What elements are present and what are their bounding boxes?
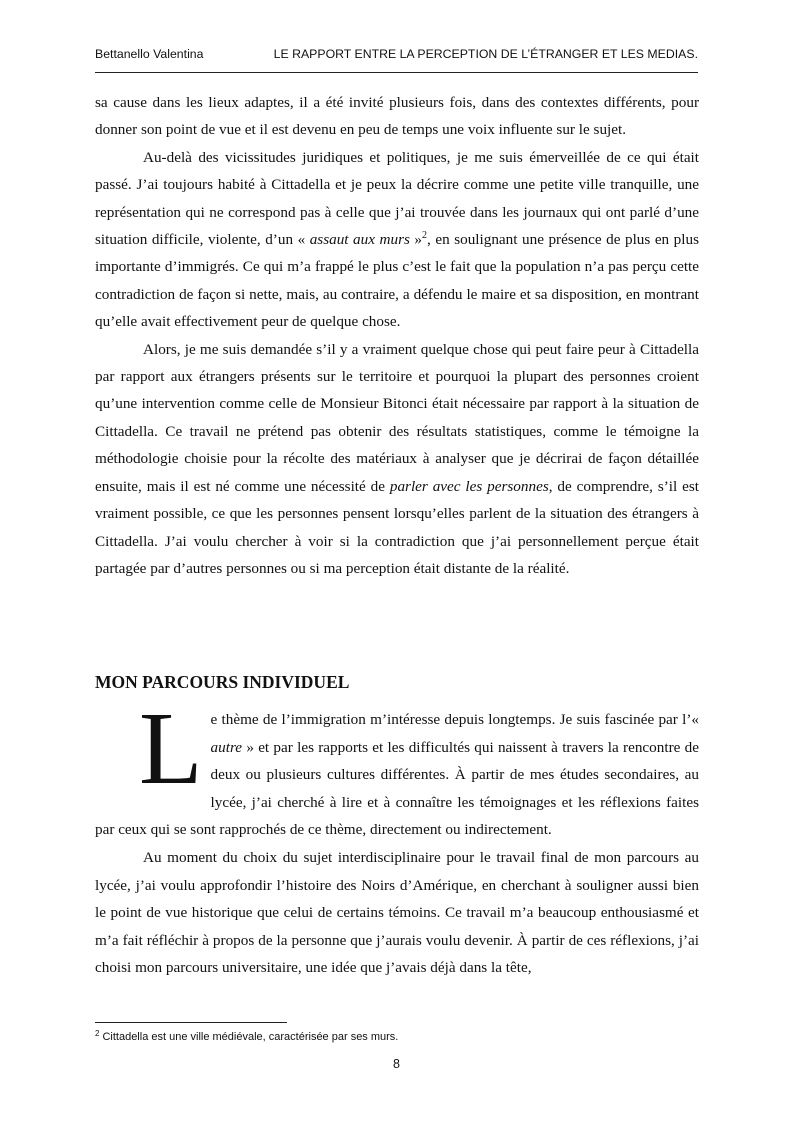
- paragraph-3-text-b: , de comprendre, s’il est vraiment possible, ce que les personnes pensent lorsqu’elles parlent de la situation des étrangers à Cittadella. J’ai voulu chercher à voir si la contradiction que j’ai personnellement perçue était partagée par d’autres personnes ou si ma perception était distante de la réalité.: [95, 477, 700, 577]
- body-text-top: [95, 89, 699, 582]
- paragraph-4: [95, 691, 699, 844]
- paragraph-1: [95, 89, 699, 144]
- paragraph-2-text-b: »: [409, 231, 423, 249]
- footnote-reference[interactable]: 2: [422, 230, 428, 242]
- paragraph-2-text-c: , en soulignant une présence de plus en plus importante d’immigrés. Ce qui m’a frappé le plus c’est le fait que la population n’a pas perçu cette contradiction de façon si nette, mais, au contraire, a défendu le maire et sa disposition, en montrant qu’elle avait effectivement peur de quelque chose.: [95, 231, 699, 331]
- paragraph-3-italic: parler avec les personnes: [389, 477, 549, 495]
- footnote-rule: [95, 1022, 287, 1023]
- header-rule: [95, 72, 698, 73]
- header-title: LE RAPPORT ENTRE LA PERCEPTION DE L’ÉTRANGER ET LES MEDIAS.: [273, 47, 698, 61]
- page-number: 8: [393, 1057, 400, 1071]
- footnote: [95, 1029, 699, 1043]
- header-author: Bettanello Valentina: [95, 47, 204, 61]
- paragraph-4-italic: autre: [210, 738, 243, 756]
- paragraph-5-text: Au moment du choix du sujet interdisciplinaire pour le travail final de mon parcours au lycée, j’ai voulu approfondir l’histoire des Noirs d’Amérique, en cherchant à souligner aussi bien le point de vue historique que celui de certains témoins. Ce travail m’a beaucoup enthousiasmé et m’a fait réfléchir à propos de la personne que j’aurais voulu devenir. À partir de ces réflexions, j’ai choisi mon parcours universitaire, une idée que j’avais déjà dans la tête,: [95, 848, 699, 977]
- paragraph-4-text-a: e thème de l’immigration m’intéresse depuis longtemps. Je suis fascinée par l’«: [210, 711, 699, 728]
- footnote-number: 2: [95, 1029, 100, 1038]
- paragraph-1-text: sa cause dans les lieux adaptes, il a été invité plusieurs fois, dans des contextes différents, pour donner son point de vue et il est devenu en peu de temps une voix influente sur le sujet.: [95, 94, 699, 139]
- paragraph-3: [95, 336, 699, 583]
- paragraph-5: [95, 844, 699, 982]
- section-heading: MON PARCOURS INDIVIDUEL: [95, 672, 350, 692]
- paragraph-4-text-b: » et par les rapports et les difficultés qui naissent à travers la rencontre de deux ou plusieurs cultures différentes. À partir de mes études secondaires, au lycée, j’ai cherché à lire et à connaître les témoignages et les réflexions faites par ceux qui se sont rapprochés de ce thème, directement ou indirectement.: [95, 738, 699, 839]
- footnote-text: Cittadella est une ville médiévale, caractérisée par ses murs.: [102, 1031, 399, 1043]
- paragraph-2-italic: assaut aux murs: [309, 231, 410, 249]
- drop-cap: L: [139, 691, 203, 806]
- body-text-section: [95, 691, 699, 982]
- paragraph-2-text-a: Au-delà des vicissitudes juridiques et politiques, je me suis émerveillée de ce qui était passé. J’ai toujours habité à Cittadella et je peux la décrire comme une petite ville tranquille, une représentation qui ne correspond pas à celle que j’ai trouvée dans les journaux qui ont parlé d’une situation difficile, violente, d’un «: [95, 148, 699, 249]
- paragraph-2: [95, 144, 699, 336]
- paragraph-3-text-a: Alors, je me suis demandée s’il y a vraiment quelque chose qui peut faire peur à Cittadella par rapport aux étrangers présents sur le territoire et pourquoi la plupart des personnes croient qu’une intervention comme celle de Monsieur Bitonci était nécessaire par rapport à la situation de Cittadella. Ce travail ne prétend pas obtenir des résultats statistiques, comme le témoigne la méthodologie choisie pour la récolte des matériaux à analyser que je décrirai de façon détaillée ensuite, mais il est né comme une nécessité de: [95, 340, 699, 495]
